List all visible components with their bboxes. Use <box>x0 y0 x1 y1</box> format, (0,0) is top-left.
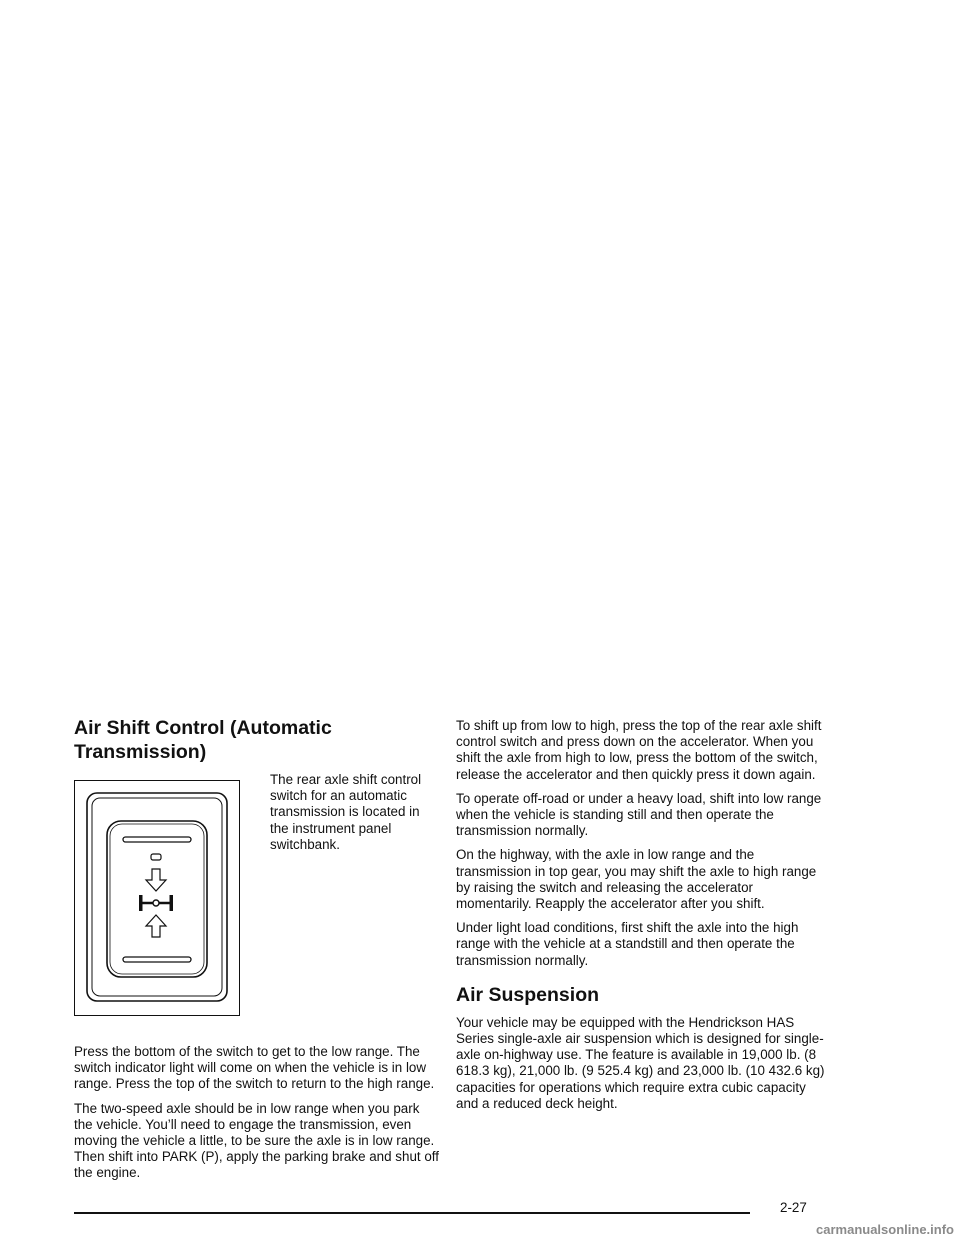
figure-row <box>74 772 440 1038</box>
paragraph-off-road: To operate off-road or under a heavy load, shift into low range when the vehicle is standing still and then operate the transmission normally. <box>456 790 822 839</box>
axle-switch-drawing <box>75 781 238 1014</box>
paragraph-park: The two-speed axle should be in low range when you park the vehicle. You’ll need to engage the transmission, even moving the vehicle a little, to be sure the axle is in low range. Then shift into PARK (P), apply the parking brake and shut off the engine. <box>74 1100 439 1181</box>
paragraph-shift-up: To shift up from low to high, press the top of the rear axle shift control switch and press down on the accelerator. When you shift the axle from high to low, press the bottom of the switch, release the accelerator and then quickly press it down again. <box>456 718 822 782</box>
paragraph-low-range: Press the bottom of the switch to get to the low range. The switch indicator light will come on when the vehicle is in low range. Press the top of the switch to return to the high range. <box>74 1044 435 1092</box>
down-arrow-icon <box>146 869 166 891</box>
right-column <box>456 718 826 1120</box>
section-title-air-shift: Air Shift Control (Automatic Transmission) <box>74 717 332 763</box>
axle-switch-illustration <box>74 780 240 1016</box>
shift-indicator-lamp-icon <box>151 854 161 860</box>
figure-caption: The rear axle shift control switch for an automatic transmission is located in the instrument panel switchbank. <box>270 772 422 852</box>
watermark: carmanualsonline.info <box>816 1222 954 1237</box>
paragraph-air-suspension: Your vehicle may be equipped with the Hendrickson HAS Series single-axle air suspension which is designed for single-axle on-highway use. The feature is available in 19,000 lb. (8 618.3 kg), 21,000 lb. (9 525.4 kg) and 23,000 lb. (10 432.6 kg) capacities for operations which require extra cubic capacity and a reduced deck height. <box>456 1014 825 1111</box>
left-column <box>74 716 440 1190</box>
footer-rule <box>74 1212 750 1214</box>
page-number: 2-27 <box>780 1200 807 1215</box>
paragraph-highway: On the highway, with the axle in low range and the transmission in top gear, you may shift the axle to high range by raising the switch and releasing the accelerator momentarily. Reapply the accelerator after you shift. <box>456 847 817 912</box>
axle-icon <box>139 895 173 911</box>
paragraph-light-load: Under light load conditions, first shift the axle into the high range with the vehicle at a standstill and then operate the transmission normally. <box>456 920 799 968</box>
up-arrow-icon <box>146 915 166 937</box>
section-title-air-suspension: Air Suspension <box>456 983 600 1006</box>
